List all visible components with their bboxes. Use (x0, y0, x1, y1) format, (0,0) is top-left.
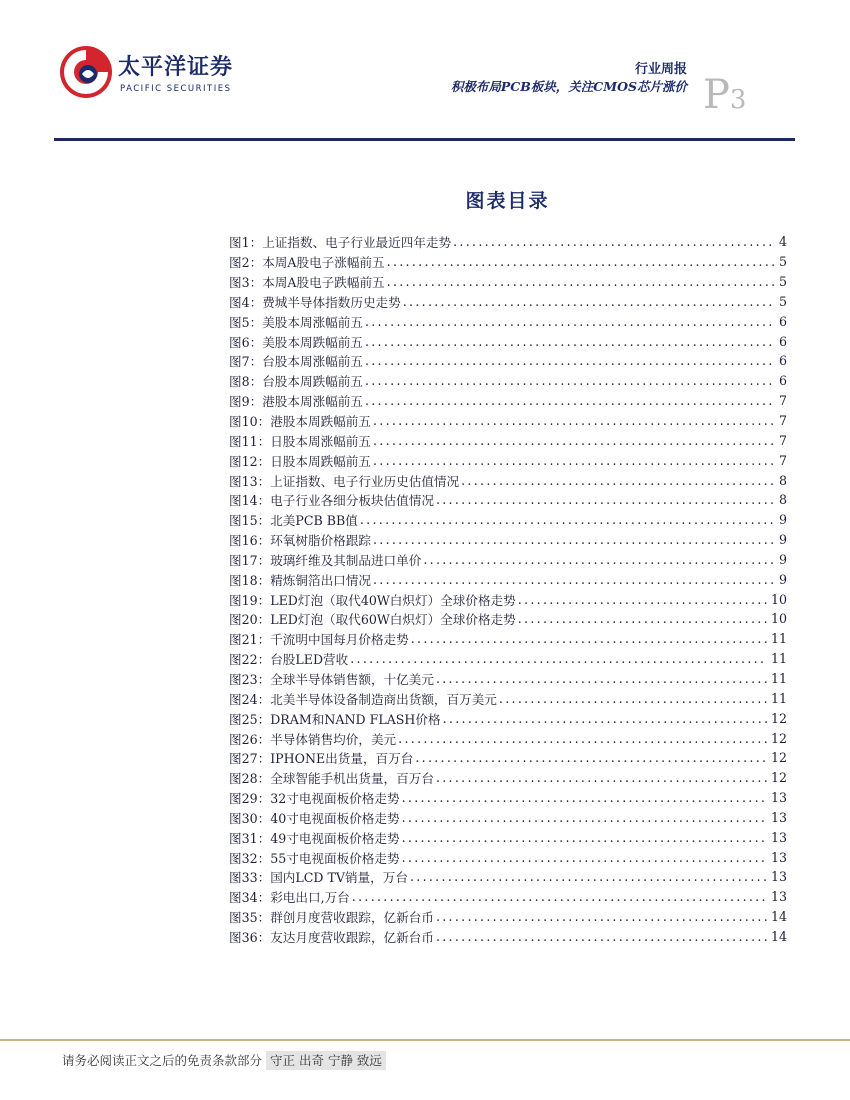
toc-entry[interactable] (229, 391, 787, 411)
toc-entry-label: 图2：本周A股电子涨幅前五 (229, 255, 385, 271)
toc-entry-page: 6 (778, 333, 787, 349)
toc-entry-label: 图23：全球半导体销售额，十亿美元 (229, 671, 434, 687)
toc-entry[interactable] (229, 847, 787, 867)
toc-entry-label: 图22：台股LED营收 (229, 652, 349, 668)
toc-entry-leader (373, 572, 775, 587)
toc-entry[interactable] (229, 748, 787, 768)
toc-entry-label: 图13：上证指数、电子行业历史估值情况 (229, 473, 460, 489)
page-letter: P (703, 72, 730, 118)
toc-entry[interactable] (229, 589, 787, 609)
toc-entry-page: 5 (778, 293, 787, 309)
toc-entry-leader (403, 294, 775, 309)
toc-entry-page: 4 (778, 234, 787, 250)
toc-entry-page: 14 (770, 928, 787, 944)
company-logo (58, 44, 258, 108)
toc-entry-leader (350, 651, 767, 666)
page-number: 3 (729, 85, 747, 115)
toc-entry-leader (352, 889, 767, 904)
toc-entry-leader (410, 869, 767, 884)
toc-entry-label: 图31：49寸电视面板价格走势 (229, 830, 400, 846)
toc-entry[interactable] (229, 430, 787, 450)
toc-entry-label: 图6：美股本周跌幅前五 (229, 334, 363, 350)
toc-entry-leader (360, 512, 775, 527)
toc-entry[interactable] (229, 232, 787, 252)
toc-entry-page: 7 (778, 413, 787, 429)
report-subtitle: 积极布局PCB板块，关注CMOS芯片涨价 (450, 79, 687, 94)
toc-entry-page: 13 (770, 849, 787, 865)
toc-entry-label: 图18：精炼铜箔出口情况 (229, 572, 371, 588)
toc-entry-label: 图3：本周A股电子跌幅前五 (229, 275, 385, 291)
toc-entry-leader (436, 770, 767, 785)
toc-entry-page: 13 (770, 829, 787, 845)
toc-entry-leader (398, 731, 767, 746)
toc-entry-page: 11 (770, 631, 787, 647)
toc-entry-page: 11 (770, 651, 787, 667)
toc-entry[interactable] (229, 272, 787, 292)
toc-entry-page: 9 (778, 551, 787, 567)
toc-entry-label: 图33：国内LCD TV销量，万台 (229, 870, 408, 886)
footer-disclaimer: 请务必阅读正文之后的免责条款部分 (62, 1053, 263, 1068)
toc-entry-leader (436, 909, 767, 924)
toc-entry-page: 13 (770, 809, 787, 825)
toc-entry-label: 图19：LED灯泡（取代40W白炽灯）全球价格走势 (229, 592, 516, 608)
toc-entry-leader (387, 254, 775, 269)
footer-motto: 守正 出奇 宁静 致远 (266, 1051, 386, 1070)
toc-entry[interactable] (229, 252, 787, 272)
toc-entry-label: 图8：台股本周跌幅前五 (229, 374, 363, 390)
toc-entry[interactable] (229, 292, 787, 312)
toc-entry-leader (365, 314, 775, 329)
page-footer (62, 1051, 386, 1069)
toc-entry-leader (436, 671, 767, 686)
toc-entry-leader (373, 532, 775, 547)
toc-title: 图表目录 (465, 190, 550, 212)
toc-entry[interactable] (229, 867, 787, 887)
toc-entry[interactable] (229, 629, 787, 649)
toc-entry[interactable] (229, 768, 787, 788)
toc-entry[interactable] (229, 609, 787, 629)
toc-entry-leader (499, 691, 767, 706)
toc-entry-label: 图28：全球智能手机出货量，百万台 (229, 771, 434, 787)
toc-entry-label: 图34：彩电出口,万台 (229, 890, 350, 906)
toc-entry-page: 12 (770, 730, 787, 746)
toc-entry-label: 图25：DRAM和NAND FLASH价格 (229, 711, 441, 727)
toc-entry-page: 6 (778, 313, 787, 329)
toc-entry-page: 11 (770, 670, 787, 686)
toc-entry[interactable] (229, 669, 787, 689)
toc-entry-leader (453, 234, 775, 249)
toc-entry-leader (415, 750, 767, 765)
toc-entry-leader (402, 850, 767, 865)
page-number-badge (703, 72, 746, 118)
toc-entry-label: 图26：半导体销售均价，美元 (229, 731, 397, 747)
toc-entry-page: 7 (778, 432, 787, 448)
footer-divider (0, 1039, 850, 1041)
toc-entry-label: 图30：40寸电视面板价格走势 (229, 810, 400, 826)
toc-entry-leader (402, 830, 767, 845)
toc-entry-leader (436, 492, 775, 507)
toc-entry-leader (365, 334, 775, 349)
toc-entry-label: 图32：55寸电视面板价格走势 (229, 850, 400, 866)
toc-entry-leader (518, 611, 767, 626)
toc-entry-leader (411, 631, 767, 646)
toc-entry[interactable] (229, 807, 787, 827)
toc-entry-leader (436, 929, 767, 944)
toc-entry[interactable] (229, 827, 787, 847)
toc-entry-page: 10 (770, 611, 787, 627)
toc-entry[interactable] (229, 371, 787, 391)
toc-entry-label: 图20：LED灯泡（取代60W白炽灯）全球价格走势 (229, 612, 516, 628)
toc-entry-page: 13 (770, 889, 787, 905)
toc-entry-leader (402, 810, 767, 825)
toc-entry-label: 图9：港股本周涨幅前五 (229, 394, 363, 410)
toc-entry[interactable] (229, 688, 787, 708)
toc-entry-leader (443, 711, 767, 726)
toc-entry[interactable] (229, 569, 787, 589)
toc-entry[interactable] (229, 530, 787, 550)
toc-entry[interactable] (229, 550, 787, 570)
toc-entry-page: 9 (778, 512, 787, 528)
toc-entry-label: 图17：玻璃纤维及其制品进口单价 (229, 552, 422, 568)
toc-entry-page: 11 (770, 690, 787, 706)
page-header (0, 0, 850, 145)
toc-entry-page: 5 (778, 254, 787, 270)
toc-entry[interactable] (229, 510, 787, 530)
logo-chinese-name: 太平洋证券 (118, 55, 234, 80)
toc-entry-leader (518, 592, 767, 607)
toc-entry[interactable] (229, 788, 787, 808)
toc-entry-page: 8 (778, 472, 787, 488)
toc-entry-leader (373, 433, 775, 448)
toc-entry[interactable] (229, 490, 787, 510)
toc-entry-page: 10 (770, 591, 787, 607)
toc-entry[interactable] (229, 311, 787, 331)
toc-entry[interactable] (229, 470, 787, 490)
toc-entry[interactable] (229, 927, 787, 947)
toc-entry-page: 14 (770, 909, 787, 925)
toc-entry-page: 7 (778, 393, 787, 409)
toc-entry-label: 图29：32寸电视面板价格走势 (229, 791, 400, 807)
toc-entry[interactable] (229, 450, 787, 470)
toc-entry-label: 图21：千流明中国每月价格走势 (229, 632, 409, 648)
toc-entry-page: 6 (778, 353, 787, 369)
toc-entry-page: 13 (770, 790, 787, 806)
toc-entry[interactable] (229, 351, 787, 371)
toc-entry-label: 图16：环氧树脂价格跟踪 (229, 533, 371, 549)
toc-entry-label: 图11：日股本周涨幅前五 (229, 433, 371, 449)
toc-entry-page: 5 (778, 274, 787, 290)
toc-entry-label: 图15：北美PCB BB值 (229, 513, 358, 529)
toc-entry[interactable] (229, 708, 787, 728)
toc-entry-page: 9 (778, 571, 787, 587)
toc-entry-label: 图7：台股本周涨幅前五 (229, 354, 363, 370)
toc-entry[interactable] (229, 728, 787, 748)
toc-entry-label: 图27：IPHONE出货量，百万台 (229, 751, 414, 767)
toc-entry[interactable] (229, 411, 787, 431)
toc-entry-page: 9 (778, 532, 787, 548)
toc-entry-page: 13 (770, 869, 787, 885)
toc-entry-label: 图12：日股本周跌幅前五 (229, 453, 371, 469)
toc-entry-label: 图36：友达月度营收跟踪，亿新台币 (229, 929, 434, 945)
toc-entry-page: 6 (778, 373, 787, 389)
toc-entry-leader (373, 453, 775, 468)
toc-entry-leader (365, 353, 775, 368)
toc-entry-leader (423, 552, 775, 567)
toc-entry-leader (365, 393, 775, 408)
toc-entry-label: 图1：上证指数、电子行业最近四年走势 (229, 235, 452, 251)
toc-entry-page: 8 (778, 492, 787, 508)
toc-entry-page: 7 (778, 452, 787, 468)
toc-entry-page: 12 (770, 770, 787, 786)
toc-entry-leader (365, 373, 775, 388)
toc-entry-leader (387, 274, 775, 289)
toc-list (229, 232, 787, 946)
toc-entry-leader (402, 790, 767, 805)
toc-entry-label: 图14：电子行业各细分板块估值情况 (229, 493, 434, 509)
toc-entry-label: 图10：港股本周跌幅前五 (229, 414, 371, 430)
pacific-securities-logo-icon (58, 44, 114, 100)
toc-entry-page: 12 (770, 750, 787, 766)
toc-entry[interactable] (229, 331, 787, 351)
toc-entry[interactable] (229, 649, 787, 669)
toc-entry-label: 图35：群创月度营收跟踪，亿新台币 (229, 910, 434, 926)
report-type: 行业周报 (634, 62, 687, 77)
toc-entry-label: 图5：美股本周涨幅前五 (229, 314, 363, 330)
toc-entry-label: 图4：费城半导体指数历史走势 (229, 294, 401, 310)
toc-entry-label: 图24：北美半导体设备制造商出货额，百万美元 (229, 691, 497, 707)
logo-english-name: PACIFIC SECURITIES (120, 84, 232, 94)
toc-entry[interactable] (229, 907, 787, 927)
toc-entry[interactable] (229, 887, 787, 907)
toc-entry-page: 12 (770, 710, 787, 726)
toc-entry-leader (373, 413, 775, 428)
header-divider (54, 138, 795, 141)
toc-entry-leader (461, 473, 775, 488)
